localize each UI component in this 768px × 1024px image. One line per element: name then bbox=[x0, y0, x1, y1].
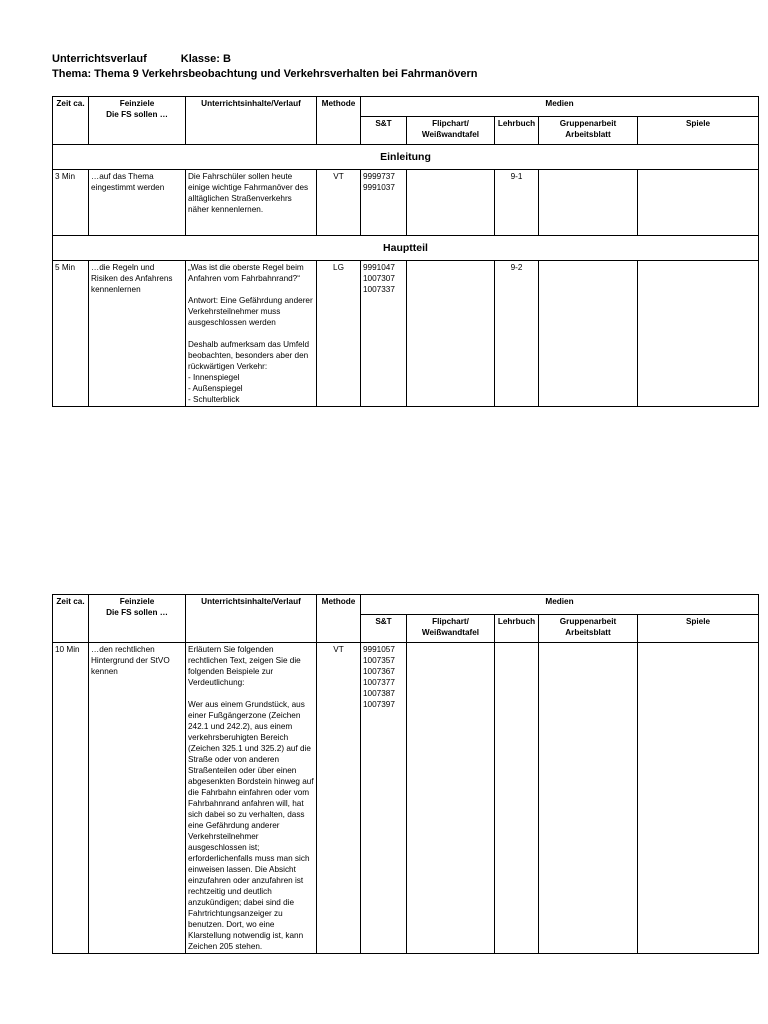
row-feinziele: …den rechtlichen Hintergrund der StVO kennen bbox=[89, 643, 186, 954]
inhalte-paragraph: Wer aus einem Grundstück, aus einer Fußgängerzone (Zeichen 242.1 und 242.2), aus einem verkehrsberuhigten Bereich (Zeichen 325.1 und 325.2) auf die Straße oder von anderen Straßenteilen oder über einen abgesenkten Bordstein hinweg auf die Fahrbahn einfahren oder vom Fahrbahnrand anfahren will, hat sich dabei so zu verhalten, dass eine Gefährdung anderer Verkehrsteilnehmer ausgeschlossen ist; erforderlichenfalls muss man sich einweisen lassen. Die Absicht einzufahren oder anzufahren ist rechtzeitig und deutlich anzukündigen; dabei sind die Fahrtrichtungsanzeiger zu benutzen. Dort, wo eine Klarstellung notwendig ist, kann Zeichen 205 stehen. bbox=[188, 700, 314, 951]
col-st-header: S&T bbox=[361, 117, 407, 145]
col-feinziele-header: Feinziele Die FS sollen … bbox=[89, 97, 186, 145]
row-inhalte bbox=[186, 261, 317, 407]
col-medien-header: Medien bbox=[361, 595, 759, 615]
col-lehrbuch-header: Lehrbuch bbox=[495, 615, 539, 643]
inhalte-paragraph: „Was ist die oberste Regel beim Anfahren vom Fahrbahnrand?“ bbox=[188, 263, 304, 283]
col-medien-header: Medien bbox=[361, 97, 759, 117]
col-spiele-header: Spiele bbox=[638, 117, 759, 145]
row-lehrbuch: 9-2 bbox=[495, 261, 539, 407]
col-spiele-header: Spiele bbox=[638, 615, 759, 643]
row-zeit: 10 Min bbox=[53, 643, 89, 954]
row-methode: VT bbox=[317, 643, 361, 954]
row-inhalte bbox=[186, 643, 317, 954]
section-einleitung: Einleitung bbox=[53, 145, 759, 170]
row-flipchart bbox=[407, 170, 495, 236]
col-gruppenarbeit-header: Gruppenarbeit Arbeitsblatt bbox=[539, 615, 638, 643]
row-zeit: 3 Min bbox=[53, 170, 89, 236]
inhalte-paragraph: Antwort: Eine Gefährdung anderer Verkehrsteilnehmer muss ausgeschlossen werden bbox=[188, 296, 313, 327]
row-gruppenarbeit bbox=[539, 261, 638, 407]
verlauf-label: Unterrichtsverlauf bbox=[52, 53, 147, 65]
row-gruppenarbeit bbox=[539, 643, 638, 954]
header-line-1 bbox=[52, 52, 477, 67]
row-inhalte: Die Fahrschüler sollen heute einige wichtige Fahrmanöver des alltäglichen Straßenverkehrs näher kennenlernen. bbox=[186, 170, 317, 236]
inhalte-paragraph: Deshalb aufmerksam das Umfeld beobachten, besonders aber den rückwärtigen Verkehr: - Innenspiegel - Außenspiegel - Schulterblick bbox=[188, 340, 310, 404]
lesson-plan-table-2 bbox=[52, 594, 759, 954]
thema-label: Thema: Thema 9 Verkehrsbeobachtung und Verkehrsverhalten bei Fahrmanövern bbox=[52, 68, 478, 80]
row-flipchart bbox=[407, 643, 495, 954]
row-methode: VT bbox=[317, 170, 361, 236]
row-spiele bbox=[638, 643, 759, 954]
col-zeit-header: Zeit ca. bbox=[53, 595, 89, 643]
col-gruppenarbeit-header: Gruppenarbeit Arbeitsblatt bbox=[539, 117, 638, 145]
row-methode: LG bbox=[317, 261, 361, 407]
row-st: 9991057 1007357 1007367 1007377 1007387 1007397 bbox=[361, 643, 407, 954]
row-flipchart bbox=[407, 261, 495, 407]
row-lehrbuch: 9-1 bbox=[495, 170, 539, 236]
row-st: 9991047 1007307 1007337 bbox=[361, 261, 407, 407]
col-methode-header: Methode bbox=[317, 97, 361, 145]
row-spiele bbox=[638, 261, 759, 407]
col-flipchart-header: Flipchart/ Weißwandtafel bbox=[407, 615, 495, 643]
col-zeit-header: Zeit ca. bbox=[53, 97, 89, 145]
row-zeit: 5 Min bbox=[53, 261, 89, 407]
document-header bbox=[52, 52, 477, 82]
col-inhalte-header: Unterrichtsinhalte/Verlauf bbox=[186, 97, 317, 145]
col-feinziele-header: Feinziele Die FS sollen … bbox=[89, 595, 186, 643]
table-row bbox=[53, 643, 759, 954]
col-flipchart-header: Flipchart/ Weißwandtafel bbox=[407, 117, 495, 145]
col-lehrbuch-header: Lehrbuch bbox=[495, 117, 539, 145]
row-gruppenarbeit bbox=[539, 170, 638, 236]
inhalte-paragraph: Erläutern Sie folgenden rechtlichen Text, zeigen Sie die folgenden Beispiele zur Verdeutlichung: bbox=[188, 645, 301, 687]
row-lehrbuch bbox=[495, 643, 539, 954]
section-hauptteil: Hauptteil bbox=[53, 236, 759, 261]
table-row bbox=[53, 261, 759, 407]
row-feinziele: …die Regeln und Risiken des Anfahrens kennenlernen bbox=[89, 261, 186, 407]
col-st-header: S&T bbox=[361, 615, 407, 643]
table-row bbox=[53, 170, 759, 236]
col-methode-header: Methode bbox=[317, 595, 361, 643]
row-st: 9999737 9991037 bbox=[361, 170, 407, 236]
row-feinziele: …auf das Thema eingestimmt werden bbox=[89, 170, 186, 236]
col-inhalte-header: Unterrichtsinhalte/Verlauf bbox=[186, 595, 317, 643]
lesson-plan-table-1 bbox=[52, 96, 759, 407]
row-spiele bbox=[638, 170, 759, 236]
klasse-label: Klasse: B bbox=[180, 53, 231, 65]
